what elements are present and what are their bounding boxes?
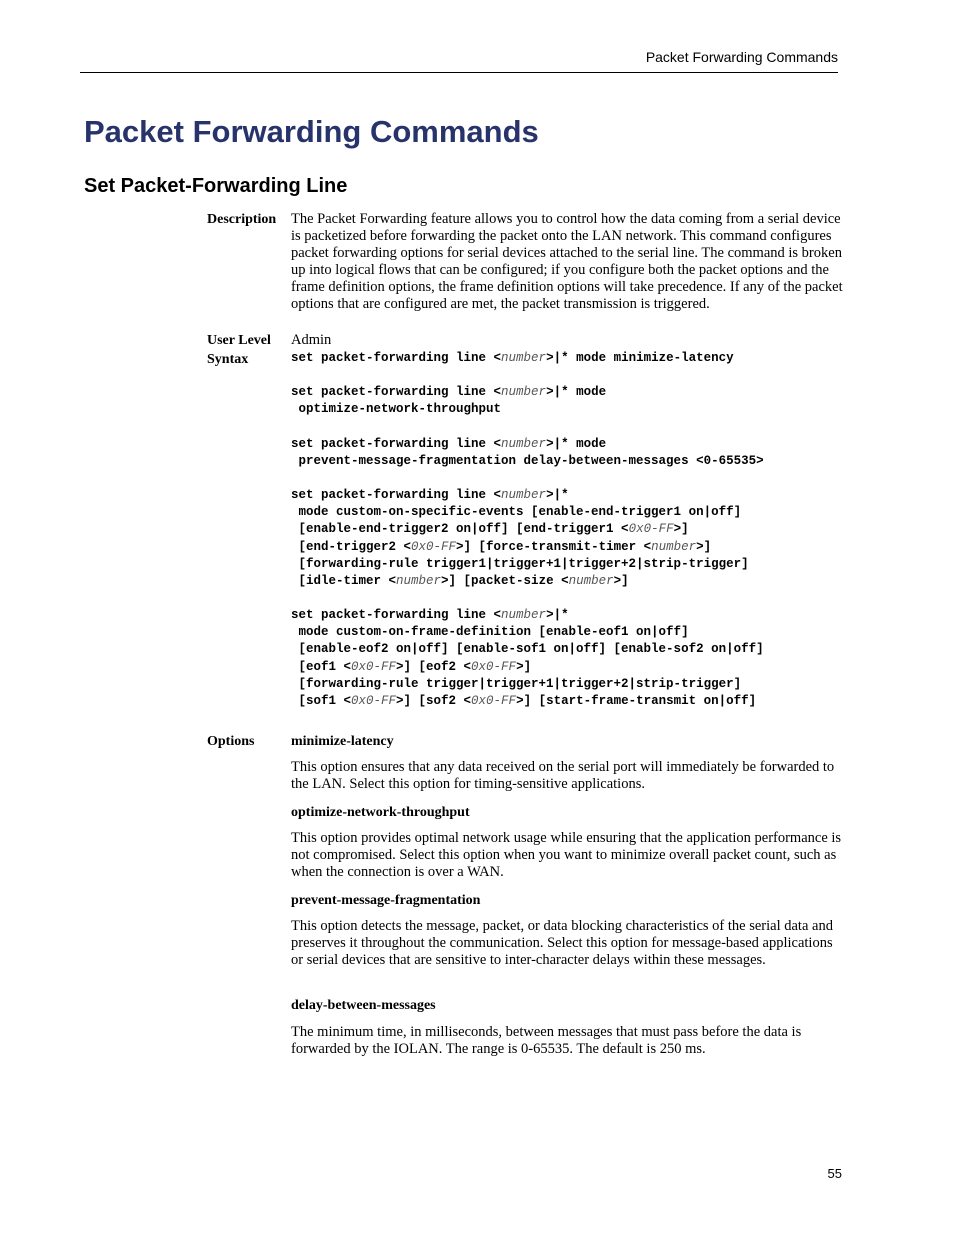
option-name: delay-between-messages: [291, 998, 436, 1013]
hex-placeholder: 0x0-FF: [471, 659, 517, 674]
option-description: This option ensures that any data received on the serial port will immediately be forwarded to the LAN. Select this option for timing-sensitive applications.: [291, 759, 835, 793]
code-text: [idle-timer <: [291, 574, 397, 589]
code-text: [forwarding-rule trigger|trigger+1|trigger+2|strip-trigger]: [291, 676, 742, 691]
code-text: [eof1 <: [291, 659, 352, 674]
code-text: >]: [696, 539, 712, 554]
code-text: set packet-forwarding line <: [291, 351, 502, 365]
number-placeholder: number: [501, 488, 547, 502]
option-name: optimize-network-throughput: [291, 805, 470, 820]
option-description: This option provides optimal network usage while ensuring that the application performance is not compromised. Select this option when you want to minimize overall packet count, such as when the connection is over a WAN.: [291, 830, 842, 881]
number-placeholder: number: [568, 574, 614, 589]
section-title: Set Packet-Forwarding Line: [84, 175, 348, 197]
number-placeholder: number: [501, 437, 547, 451]
syntax-block-1: [291, 350, 851, 367]
number-placeholder: number: [501, 608, 547, 622]
code-text: [forwarding-rule trigger1|trigger+1|trigger+2|strip-trigger]: [291, 556, 749, 571]
chapter-title: Packet Forwarding Commands: [84, 114, 539, 149]
code-text: [end-trigger2 <: [291, 539, 412, 554]
code-text: >] [force-transmit-timer <: [456, 539, 652, 554]
code-text: set packet-forwarding line <: [291, 488, 502, 502]
hex-placeholder: 0x0-FF: [471, 694, 517, 709]
code-text: >|* mode: [546, 385, 607, 399]
user-level-label: User Level: [207, 333, 271, 348]
code-text: >|* mode minimize-latency: [546, 351, 734, 365]
code-text: prevent-message-fragmentation delay-between-messages <0-65535>: [291, 454, 764, 469]
user-level-value: Admin: [291, 332, 332, 348]
code-text: >|*: [546, 488, 569, 502]
header-rule: [80, 72, 838, 73]
syntax-block-5: [291, 607, 851, 710]
code-text: mode custom-on-specific-events [enable-end-trigger1 on|off]: [291, 505, 742, 520]
syntax-block-2: [291, 384, 851, 418]
hex-placeholder: 0x0-FF: [351, 659, 397, 674]
running-header: Packet Forwarding Commands: [645, 49, 838, 65]
syntax-block-3: [291, 436, 851, 470]
hex-placeholder: 0x0-FF: [351, 694, 397, 709]
option-description: The minimum time, in milliseconds, between messages that must pass before the data is forwarded by the IOLAN. The range is 0-65535. The default is 250 ms.: [291, 1024, 802, 1058]
code-text: >] [start-frame-transmit on|off]: [516, 694, 757, 709]
code-text: >]: [516, 659, 532, 674]
description-label: Description: [207, 212, 277, 227]
number-placeholder: number: [651, 539, 697, 554]
number-placeholder: number: [396, 574, 442, 589]
code-text: >|*: [546, 608, 569, 622]
options-label: Options: [207, 734, 255, 749]
number-placeholder: number: [501, 351, 547, 365]
code-text: optimize-network-throughput: [291, 402, 502, 417]
code-text: mode custom-on-frame-definition [enable-eof1 on|off]: [291, 625, 689, 640]
code-text: [enable-end-trigger2 on|off] [end-trigger1 <: [291, 522, 629, 537]
code-text: [enable-eof2 on|off] [enable-sof1 on|off] [enable-sof2 on|off]: [291, 642, 764, 657]
code-text: set packet-forwarding line <: [291, 437, 502, 451]
code-text: >] [packet-size <: [441, 574, 569, 589]
code-text: >] [sof2 <: [396, 694, 472, 709]
code-text: >]: [673, 522, 689, 537]
option-name: prevent-message-fragmentation: [291, 893, 481, 908]
syntax-label: Syntax: [207, 352, 249, 367]
hex-placeholder: 0x0-FF: [628, 522, 674, 537]
code-text: >|* mode: [546, 437, 607, 451]
number-placeholder: number: [501, 385, 547, 399]
code-text: >] [eof2 <: [396, 659, 472, 674]
code-text: [sof1 <: [291, 694, 352, 709]
code-text: set packet-forwarding line <: [291, 385, 502, 399]
option-name: minimize-latency: [291, 734, 394, 749]
code-text: >]: [613, 574, 629, 589]
code-text: set packet-forwarding line <: [291, 608, 502, 622]
option-description: This option detects the message, packet, or data blocking characteristics of the serial data and preserves it throughout the communication. Select this option for message-based applications or serial devices that are sensitive to inter-character delays within these messages.: [291, 918, 833, 969]
syntax-block-4: [291, 487, 851, 590]
hex-placeholder: 0x0-FF: [411, 539, 457, 554]
page-number: 55: [827, 1166, 842, 1181]
description-text: The Packet Forwarding feature allows you to control how the data coming from a serial device is packetized before forwarding the packet onto the LAN network. This command configures packet forwarding options for serial devices attached to the serial line. The command is broken up into logical flows that can be configured; if you configure both the packet options and the frame definition options, the frame definition options will take precedence. If any of the packet options that are configured are met, the packet transmission is triggered.: [291, 211, 843, 313]
